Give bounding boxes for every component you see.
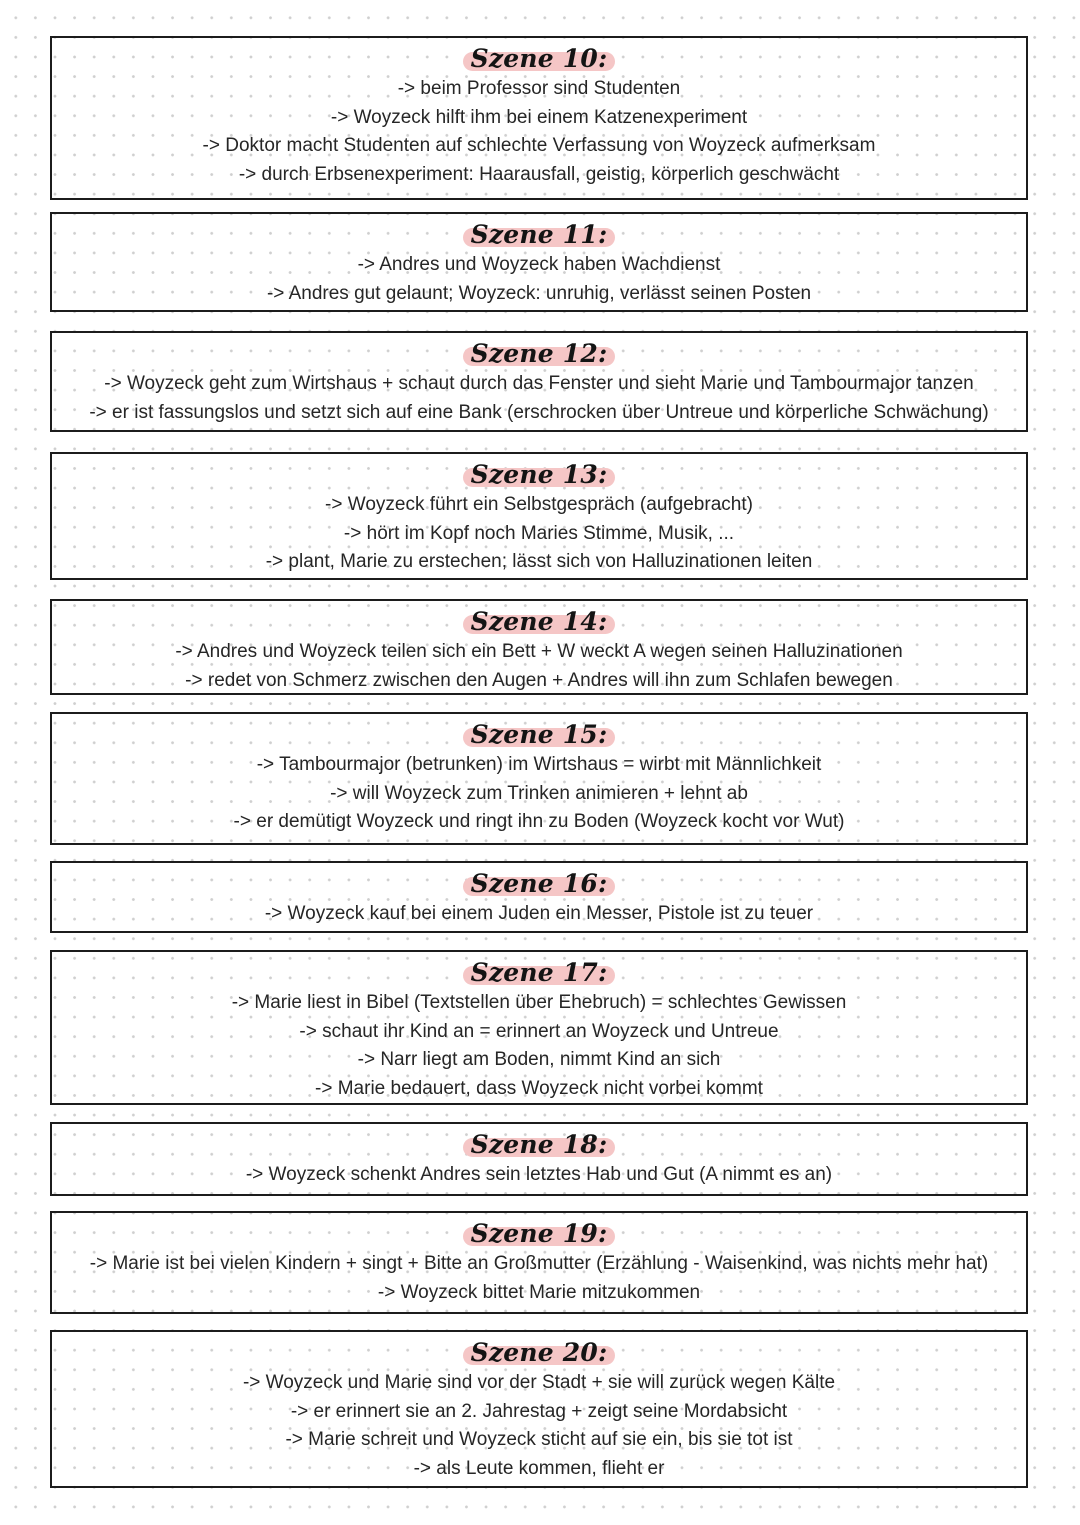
- scene-line: -> Doktor macht Studenten auf schlechte Verfassung von Woyzeck aufmerksam: [202, 135, 876, 156]
- scene-box-17: [50, 950, 1028, 1105]
- scene-box-12: [50, 331, 1028, 432]
- scene-title: Szene 11:: [463, 220, 616, 250]
- scene-box-10: [50, 36, 1028, 200]
- scene-title: Szene 13:: [463, 460, 616, 490]
- scene-line: -> Woyzeck kauf bei einem Juden ein Messer, Pistole ist zu teuer: [264, 903, 814, 924]
- scene-line: -> Woyzeck und Marie sind vor der Stadt + sie will zurück wegen Kälte: [242, 1372, 836, 1393]
- scene-box-11: [50, 212, 1028, 312]
- scene-box-13: [50, 452, 1028, 580]
- scene-box-18: [50, 1122, 1028, 1196]
- scene-box-20: [50, 1330, 1028, 1488]
- scene-title: Szene 14:: [463, 607, 616, 637]
- scene-box-19: [50, 1211, 1028, 1314]
- scene-title: Szene 20:: [463, 1338, 616, 1368]
- scene-line: -> Andres und Woyzeck teilen sich ein Bett + W weckt A wegen seinen Halluzinationen: [175, 641, 903, 662]
- scene-box-16: [50, 861, 1028, 933]
- scene-line: -> Woyzeck hilft ihm bei einem Katzenexperiment: [330, 106, 748, 128]
- scene-line: -> plant, Marie zu erstechen; lässt sich von Halluzinationen leiten: [265, 551, 813, 572]
- scene-title: Szene 16:: [463, 869, 616, 899]
- scene-line: -> Marie schreit und Woyzeck sticht auf sie ein, bis sie tot ist: [285, 1429, 793, 1450]
- scene-box-14: [50, 599, 1028, 695]
- scene-line: -> Tambourmajor (betrunken) im Wirtshaus = wirbt mit Männlichkeit: [256, 754, 822, 775]
- scene-line: -> Marie ist bei vielen Kindern + singt + Bitte an Großmutter (Erzählung - Waisenkind, was nichts mehr hat): [89, 1253, 989, 1274]
- scene-line: -> Andres gut gelaunt; Woyzeck: unruhig, verlässt seinen Posten: [266, 282, 812, 304]
- scene-title: Szene 12:: [463, 339, 616, 369]
- scene-line: -> durch Erbsenexperiment: Haarausfall, geistig, körperlich geschwächt: [238, 163, 840, 185]
- scene-line: -> hört im Kopf noch Maries Stimme, Musik, ...: [343, 522, 735, 544]
- scene-line: -> Woyzeck schenkt Andres sein letztes Hab und Gut (A nimmt es an): [245, 1164, 833, 1185]
- scene-line: -> will Woyzeck zum Trinken animieren + lehnt ab: [330, 782, 748, 804]
- scene-title: Szene 15:: [463, 720, 616, 750]
- scene-line: -> er demütigt Woyzeck und ringt ihn zu Boden (Woyzeck kocht vor Wut): [233, 811, 845, 832]
- scene-line: -> Marie liest in Bibel (Textstellen über Ehebruch) = schlechtes Gewissen: [231, 992, 847, 1013]
- scene-line: -> beim Professor sind Studenten: [397, 78, 681, 99]
- scene-line: -> Woyzeck bittet Marie mitzukommen: [377, 1281, 701, 1303]
- scene-line: -> Marie bedauert, dass Woyzeck nicht vorbei kommt: [315, 1077, 763, 1099]
- scene-title: Szene 10:: [463, 44, 616, 74]
- scene-line: -> als Leute kommen, flieht er: [413, 1457, 665, 1479]
- scene-line: -> Andres und Woyzeck haben Wachdienst: [357, 254, 721, 275]
- scene-line: -> Woyzeck führt ein Selbstgespräch (aufgebracht): [325, 494, 753, 515]
- scene-line: -> redet von Schmerz zwischen den Augen + Andres will ihn zum Schlafen bewegen: [185, 669, 893, 691]
- scene-line: -> er erinnert sie an 2. Jahrestag + zeigt seine Mordabsicht: [290, 1400, 788, 1422]
- scene-line: -> er ist fassungslos und setzt sich auf eine Bank (erschrocken über Untreue und körperliche Schwächung): [89, 401, 989, 423]
- scene-box-15: [50, 712, 1028, 845]
- scene-title: Szene 19:: [463, 1219, 616, 1249]
- scene-line: -> Woyzeck geht zum Wirtshaus + schaut durch das Fenster und sieht Marie und Tambourmajor tanzen: [104, 373, 974, 394]
- scene-title: Szene 17:: [463, 958, 616, 988]
- scene-line: -> schaut ihr Kind an = erinnert an Woyzeck und Untreue: [299, 1020, 779, 1042]
- scene-title: Szene 18:: [463, 1130, 616, 1160]
- scene-line: -> Narr liegt am Boden, nimmt Kind an sich: [357, 1049, 721, 1070]
